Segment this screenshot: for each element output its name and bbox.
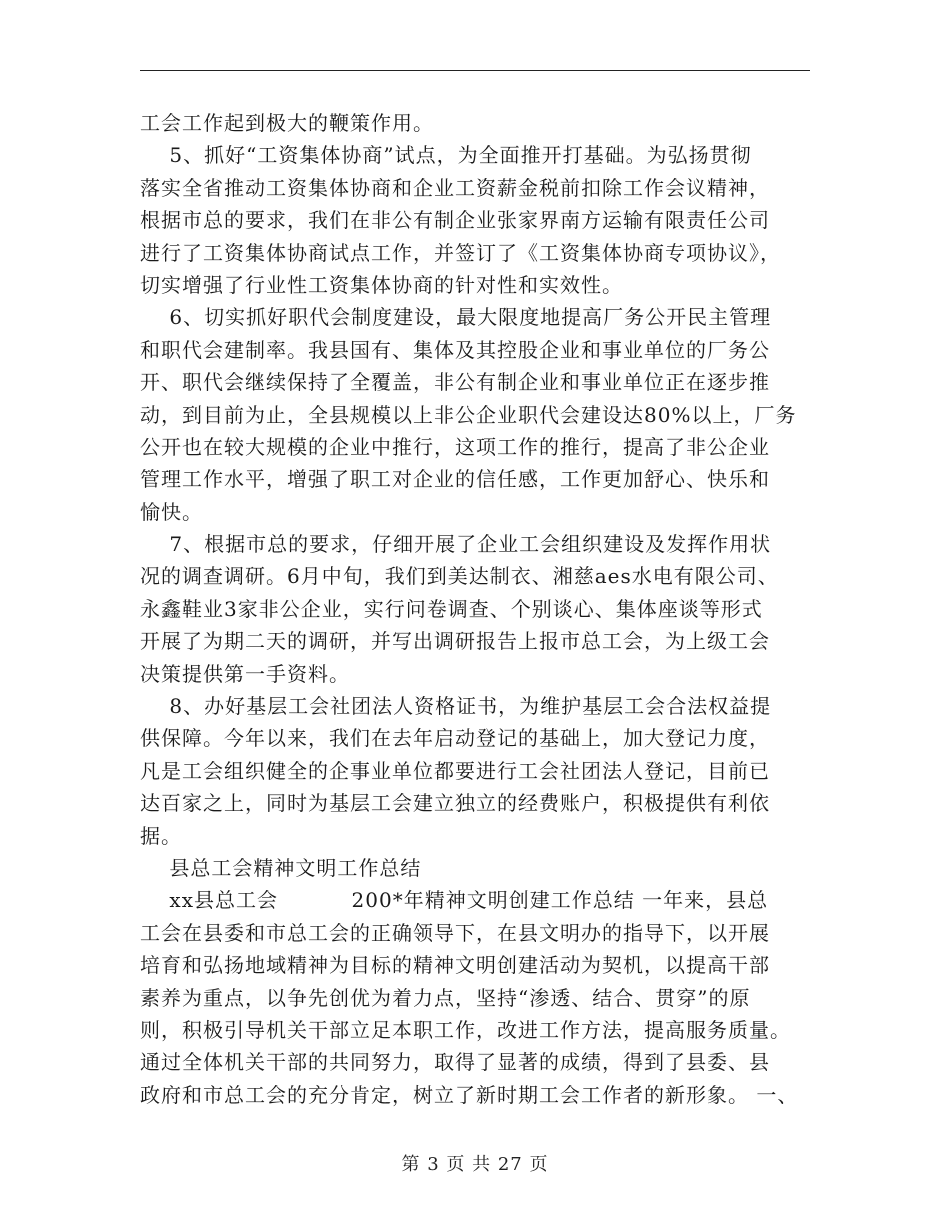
body-text bbox=[140, 107, 816, 1111]
text-line: 根据市总的要求，我们在非公有制企业张家界南方运输有限责任公司 bbox=[140, 208, 770, 233]
section-title: 县总工会精神文明工作总结 bbox=[140, 855, 422, 880]
text-line: 通过全体机关干部的共同努力，取得了显著的成绩，得到了县委、县 bbox=[140, 1050, 770, 1075]
text-line: 决策提供第一手资料。 bbox=[140, 661, 350, 686]
text-line: 政府和市总工会的充分肯定，树立了新时期工会工作者的新形象。 一、 bbox=[140, 1082, 799, 1107]
text-line: 8、办好基层工会社团法人资格证书，为维护基层工会合法权益提 bbox=[140, 694, 772, 719]
text-line: 落实全省推动工资集体协商和企业工资薪金税前扣除工作会议精神， bbox=[140, 175, 770, 200]
text-line: 5、抓好“工资集体协商”试点，为全面推开打基础。为弘扬贯彻 bbox=[140, 143, 752, 168]
text-line: 开展了为期二天的调研，并写出调研报告上报市总工会，为上级工会 bbox=[140, 629, 770, 654]
text-line: 永鑫鞋业3家非公企业，实行问卷调查、个别谈心、集体座谈等形式 bbox=[140, 596, 763, 621]
text-line: 则，积极引导机关干部立足本职工作，改进工作方法，提高服务质量。 bbox=[140, 1017, 791, 1042]
text-line: 供保障。今年以来，我们在去年启动登记的基础上，加大登记力度， bbox=[140, 726, 770, 751]
text-line: 管理工作水平，增强了职工对企业的信任感，工作更加舒心、快乐和 bbox=[140, 467, 770, 492]
text-line: xx县总工会 200*年精神文明创建工作总结 一年来，县总 bbox=[140, 888, 769, 913]
text-line: 动，到目前为止，全县规模以上非公企业职代会建设达80%以上，厂务 bbox=[140, 402, 797, 427]
text-line: 况的调查调研。6月中旬，我们到美达制衣、湘慈aes水电有限公司、 bbox=[140, 564, 779, 589]
text-line: 切实增强了行业性工资集体协商的针对性和实效性。 bbox=[140, 272, 623, 297]
text-line: 达百家之上，同时为基层工会建立独立的经费账户，积极提供有利依 bbox=[140, 791, 770, 816]
text-line: 工会在县委和市总工会的正确领导下，在县文明办的指导下，以开展 bbox=[140, 920, 770, 945]
text-line: 据。 bbox=[140, 823, 182, 848]
text-line: 进行了工资集体协商试点工作，并签订了《工资集体协商专项协议》， bbox=[140, 240, 781, 265]
text-line: 和职代会建制率。我县国有、集体及其控股企业和事业单位的厂务公 bbox=[140, 337, 770, 362]
text-line: 公开也在较大规模的企业中推行，这项工作的推行，提高了非公企业 bbox=[140, 434, 770, 459]
header-rule bbox=[140, 70, 810, 71]
text-line: 愉快。 bbox=[140, 499, 203, 524]
page-number: 第 3 页 共 27 页 bbox=[401, 1154, 549, 1175]
text-line: 6、切实抓好职代会制度建设，最大限度地提高厂务公开民主管理 bbox=[140, 305, 772, 330]
text-line: 素养为重点，以争先创优为着力点，坚持“渗透、结合、贯穿”的原 bbox=[140, 985, 751, 1010]
text-line: 培育和弘扬地域精神为目标的精神文明创建活动为契机，以提高干部 bbox=[140, 953, 770, 978]
text-line: 凡是工会组织健全的企事业单位都要进行工会社团法人登记，目前已 bbox=[140, 758, 770, 783]
text-line: 工会工作起到极大的鞭策作用。 bbox=[140, 111, 434, 135]
text-line: 开、职代会继续保持了全覆盖，非公有制企业和事业单位正在逐步推 bbox=[140, 370, 770, 395]
text-line: 7、根据市总的要求，仔细开展了企业工会组织建设及发挥作用状 bbox=[140, 532, 772, 557]
